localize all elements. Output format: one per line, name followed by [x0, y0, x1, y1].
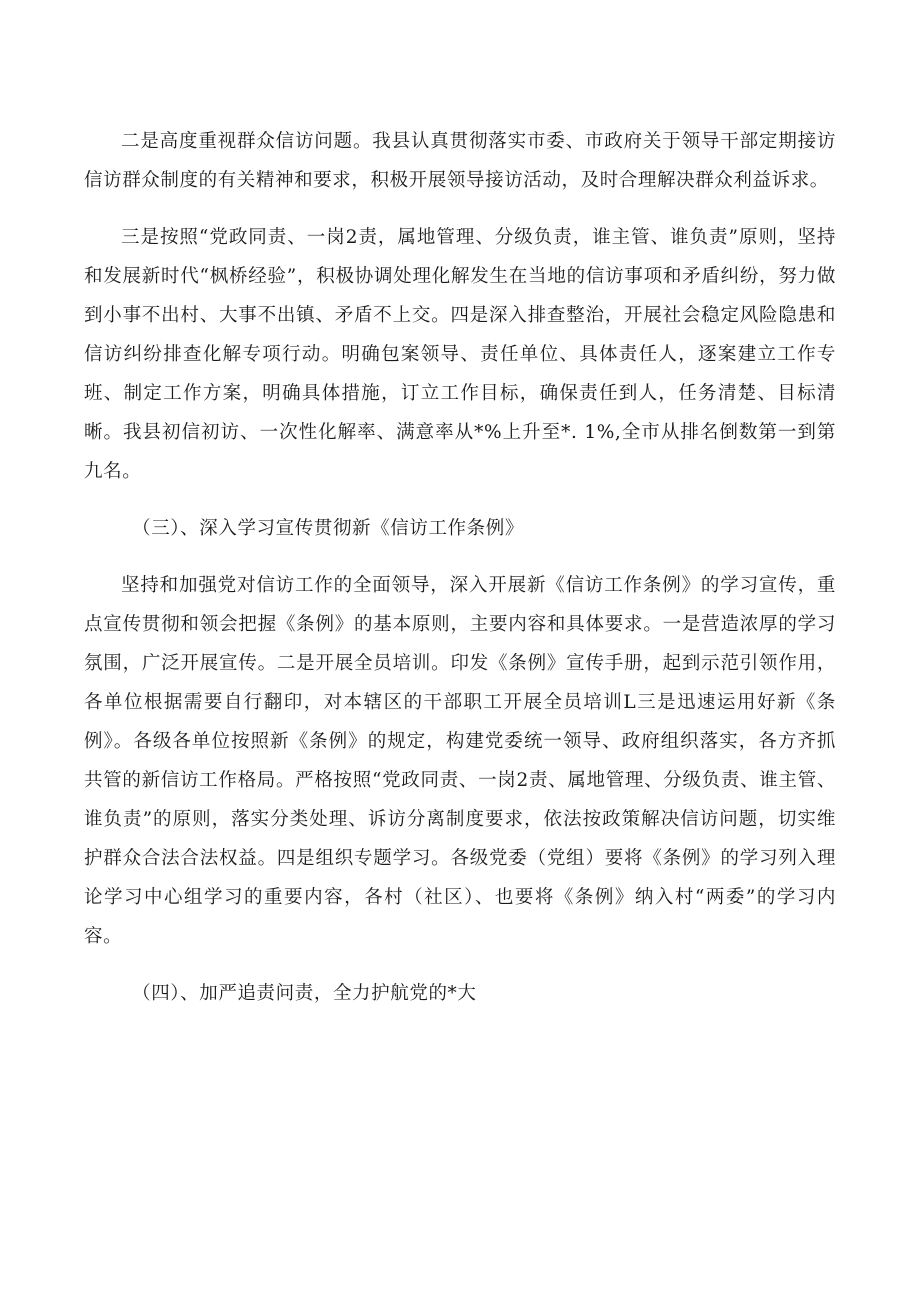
section-3-paragraph: 坚持和加强党对信访工作的全面领导，深入开展新《信访工作条例》的学习宣传，重点宣传贯彻和领会把握《条例》的基本原则，主要内容和具体要求。一是营造浓厚的学习氛围，广泛开展宣传。二是开展全员培训。印发《条例》宣传手册，起到示范引领作用，各单位根据需要自行翻印，对本辖区的干部职工开展全员培训L三是迅速运用好新《条例》。各级各单位按照新《条例》的规定，构建党委统一领导、政府组织落实，各方齐抓共管的新信访工作格局。严格按照“党政同责、一岗2责、属地管理、分级负责、谁主管、谁负责”的原则，落实分类处理、诉访分离制度要求，依法按政策解决信访问题，切实维护群众合法合法权益。四是组织专题学习。各级党委（党组）要将《条例》的学习列入理论学习中心组学习的重要内容，各村（社区）、也要将《条例》纳入村“两委”的学习内容。: [84, 575, 836, 947]
paragraph-visits-priority: 二是高度重视群众信访问题。我县认真贯彻落实市委、市政府关于领导干部定期接访信访群众制度的有关精神和要求，积极开展领导接访活动，及时合理解决群众利益诉求。: [84, 131, 836, 191]
paragraph-responsibility: 三是按照“党政同责、一岗2责，属地管理、分级负责，谁主管、谁负责”原则，坚持和发展新时代“枫桥经验”，积极协调处理化解发生在当地的信访事项和矛盾纠纷，努力做到小事不出村、大事不出镇、矛盾不上交。四是深入排查整治，开展社会稳定风险隐患和信访纠纷排查化解专项行动。明确包案领导、责任单位、具体责任人，逐案建立工作专班、制定工作方案，明确具体措施，订立工作目标，确保责任到人，任务清楚、目标清晰。我县初信初访、一次性化解率、满意率从*%上升至*. 1%,全市从排名倒数第一到第九名。: [84, 227, 836, 482]
paragraph-gap: [84, 548, 836, 566]
paragraph-gap: [84, 200, 836, 218]
section-3-heading: （三）、深入学习宣传贯彻新《信访工作条例》: [132, 518, 524, 539]
section-4-heading: （四）、加严追责问责，全力护航党的*大: [132, 983, 477, 1004]
paragraph-gap: [84, 956, 836, 974]
paragraph-gap: [84, 491, 836, 509]
document-page: [84, 122, 836, 1013]
